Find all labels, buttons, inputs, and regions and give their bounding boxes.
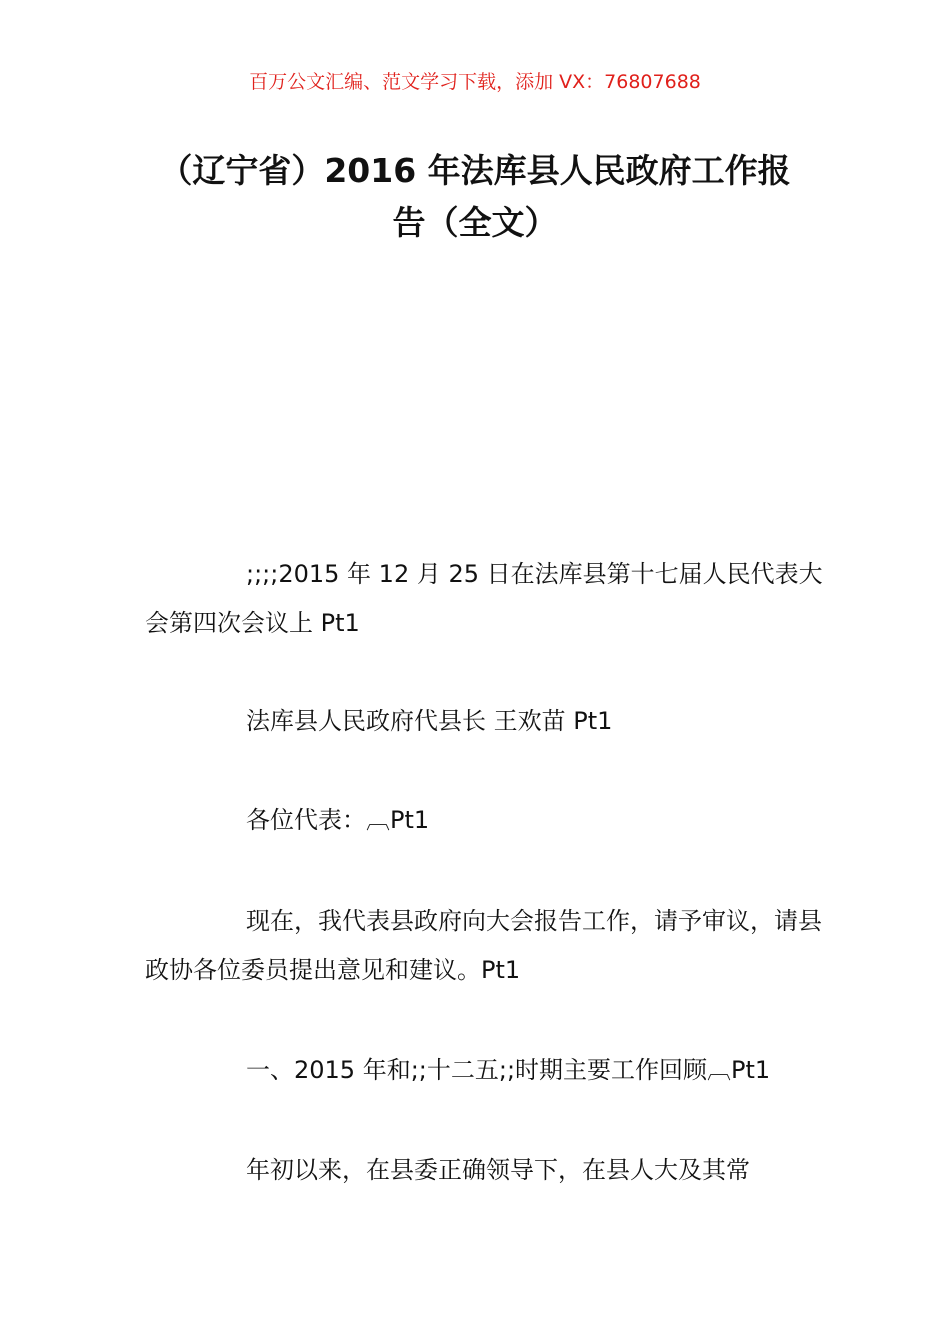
paragraph-speaker: 法库县人民政府代县长 王欢苗 Pt1: [246, 707, 613, 735]
paragraph-intro: 现在，我代表县政府向大会报告工作，请予审议，请县政协各位委员提出意见和建议。Pt1: [145, 907, 822, 984]
document-title-line-2: 告（全文）: [392, 203, 558, 242]
paragraph-body: 年初以来，在县委正确领导下，在县人大及其常: [246, 1156, 750, 1184]
paragraph-salutation: 各位代表：︹Pt1: [246, 806, 430, 834]
document-title: [0, 145, 950, 249]
watermark-text: 百万公文汇编、范文学习下载，添加 VX：76807688: [249, 71, 701, 93]
paragraph-meeting-date: ;;;;2015 年 12 月 25 日在法库县第十七届人民代表大会第四次会议上 Pt1: [145, 560, 823, 637]
document-title-line-1: （辽宁省）2016 年法库县人民政府工作报: [159, 151, 791, 190]
section-heading: 一、2015 年和;;十二五;;时期主要工作回顾︹Pt1: [246, 1056, 771, 1084]
